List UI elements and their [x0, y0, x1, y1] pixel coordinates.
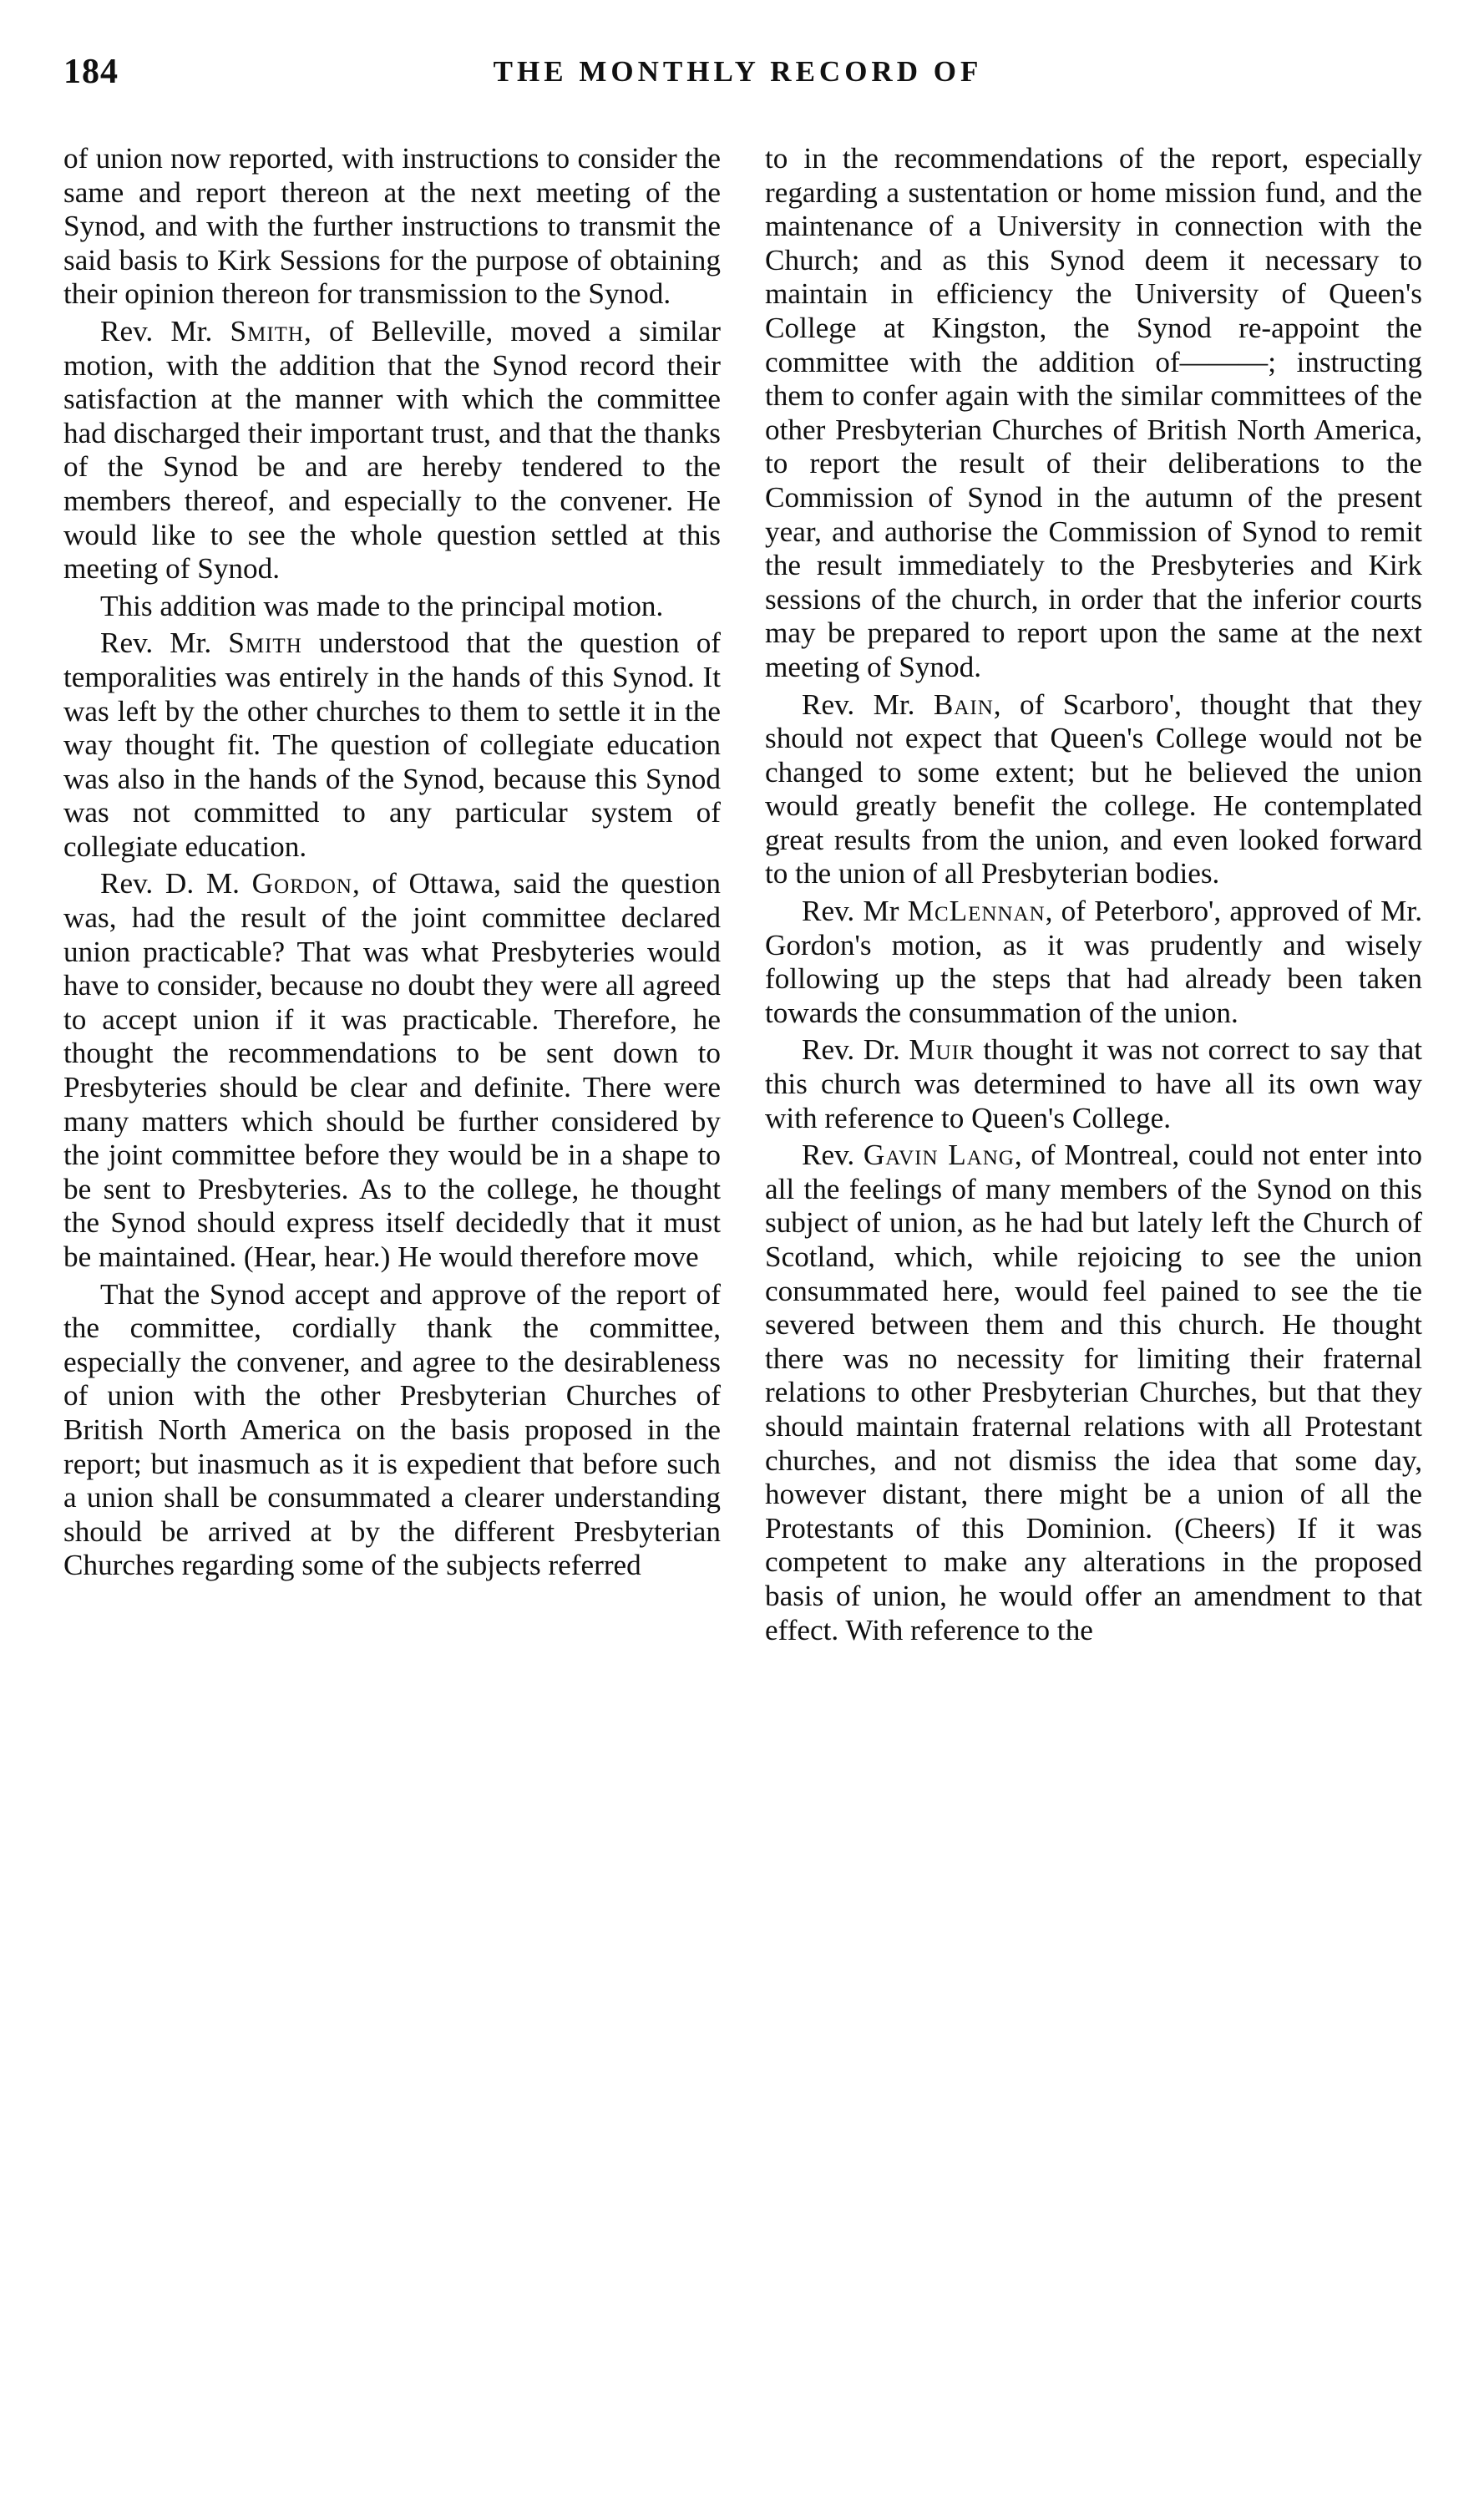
speaker-title: Rev. Mr.	[100, 314, 230, 347]
paragraph-text: , of Montreal, could not enter into all the feelings of many members of the Synod on this subject of union, as he had but lately left the Church of Scotland, which, while rejoicing to see the union consummated here, would feel pained to see the tie severed between them and this church. He thought there was no necessity for limiting their fraternal relations to other Presbyterian Churches, but that they should maintain fraternal relations with all Protestant churches, and not dismiss the idea that some day, however distant, there might be a union of all the Protestants of this Dominion. (Cheers) If it was competent to make any alterations in the proposed basis of union, he would offer an amendment to that effect. With reference to the	[765, 1139, 1422, 1646]
paragraph: of union now reported, with instructions to consider the same and report thereon at the next meeting of the Synod, and with the further instructions to transmit the said basis to Kirk Sessions for the purpose of obtaining their opinion thereon for transmission to the Synod.	[63, 142, 721, 311]
paragraph-text: understood that the question of temporalities was entirely in the hands of this Synod. It was left by the other churches to them to settle it in the way thought fit. The question of collegiate education was also in the hands of the Synod, because this Synod was not committed to any particular system of collegiate education.	[63, 626, 722, 863]
paragraph: to in the recommendations of the report, especially regarding a sustentation or home mission fund, and the maintenance of a University in connection with the Church; and as this Synod deem it necessary to maintain in efficiency the University of Queen's College at Kingston, the Synod re-appoint the committee with the addition of———; instructing them to confer again with the similar committees of the other Presbyterian Churches of British North America, to report the result of their deliberations to the Commission of Synod in the autumn of the present year, and authorise the Commission of Synod to remit the result immediately to the Presbyteries and Kirk sessions of the church, in order that the inferior courts may be prepared to report upon the same at the next meeting of Synod.	[765, 142, 1422, 683]
paragraph-text: , of Scarboro', thought that they should not expect that Queen's College would not be changed to some extent; but he believed the union would greatly benefit the college. He contemplated great results from the union, and even looked forward to the union of all Presbyterian bodies.	[765, 687, 1422, 890]
speaker-title: Rev. Mr	[802, 895, 908, 928]
speaker-name: Gordon	[251, 867, 352, 900]
paragraph	[765, 688, 1422, 892]
paragraph-text: thought it was not correct to say that this church was determined to have all its own way with reference to Queen's College.	[765, 1033, 1422, 1134]
right-column	[765, 142, 1422, 1651]
speaker-name: Muir	[909, 1033, 975, 1067]
speaker-title: Rev.	[802, 1139, 864, 1172]
paragraph	[63, 626, 721, 864]
paragraph	[63, 867, 721, 1274]
speaker-title: Rev. Mr.	[100, 626, 229, 660]
paragraph-text: , of Peterboro', approved of Mr. Gordon's motion, as it was prudently and wisely following up the steps that had already been taken towards the consummation of the union.	[765, 895, 1422, 1029]
paragraph: This addition was made to the principal motion.	[100, 589, 664, 622]
speaker-name: Smith	[228, 626, 302, 660]
running-head: THE MONTHLY RECORD OF	[493, 55, 983, 88]
paragraph	[765, 1033, 1422, 1135]
speaker-title: Rev. Mr.	[802, 687, 934, 721]
speaker-title: Rev. D. M.	[100, 867, 252, 900]
paragraph-text: , of Ottawa, said the question was, had the result of the joint committee declared union practicable? That was what Presbyteries would have to consider, because no doubt they were all agreed to accept union if it was practicable. Therefore, he thought the recommendations to be sent down to Presbyteries should be clear and definite. There were many matters which should be further considered by the joint committee before they would be in a shape to be sent to Presbyteries. As to the college, he thought the Synod should express itself decidedly that it must be maintained. (Hear, hear.) He would therefore move	[63, 867, 721, 1273]
speaker-name: Bain	[933, 687, 994, 721]
text-columns	[63, 142, 1422, 2473]
left-column	[63, 142, 721, 1586]
speaker-name: Smith	[230, 314, 304, 347]
speaker-name: Gavin Lang	[863, 1139, 1015, 1172]
paragraph: That the Synod accept and approve of the report of the committee, cordially thank the committee, especially the convener, and agree to the desirableness of union with the other Presbyterian Churches of British North America on the basis proposed in the report; but inasmuch as it is expedient that before such a union shall be consummated a clearer understanding should be arrived at by the different Presbyterian Churches regarding some of the subjects referred	[63, 1277, 721, 1582]
page-header	[63, 52, 1412, 102]
paragraph	[765, 895, 1422, 1030]
speaker-title: Rev. Dr.	[802, 1033, 909, 1067]
paragraph-text: , of Belleville, moved a similar motion, with the addition that the Synod record their satisfaction at the manner with which the committee had discharged their important trust, and that the thanks of the Synod be and are hereby tendered to the members thereof, and especially to the convener. He would like to see the whole question settled at this meeting of Synod.	[63, 314, 721, 586]
page-number: 184	[63, 53, 119, 91]
paragraph	[63, 315, 721, 586]
paragraph	[765, 1139, 1422, 1647]
speaker-name: McLennan	[907, 895, 1046, 928]
